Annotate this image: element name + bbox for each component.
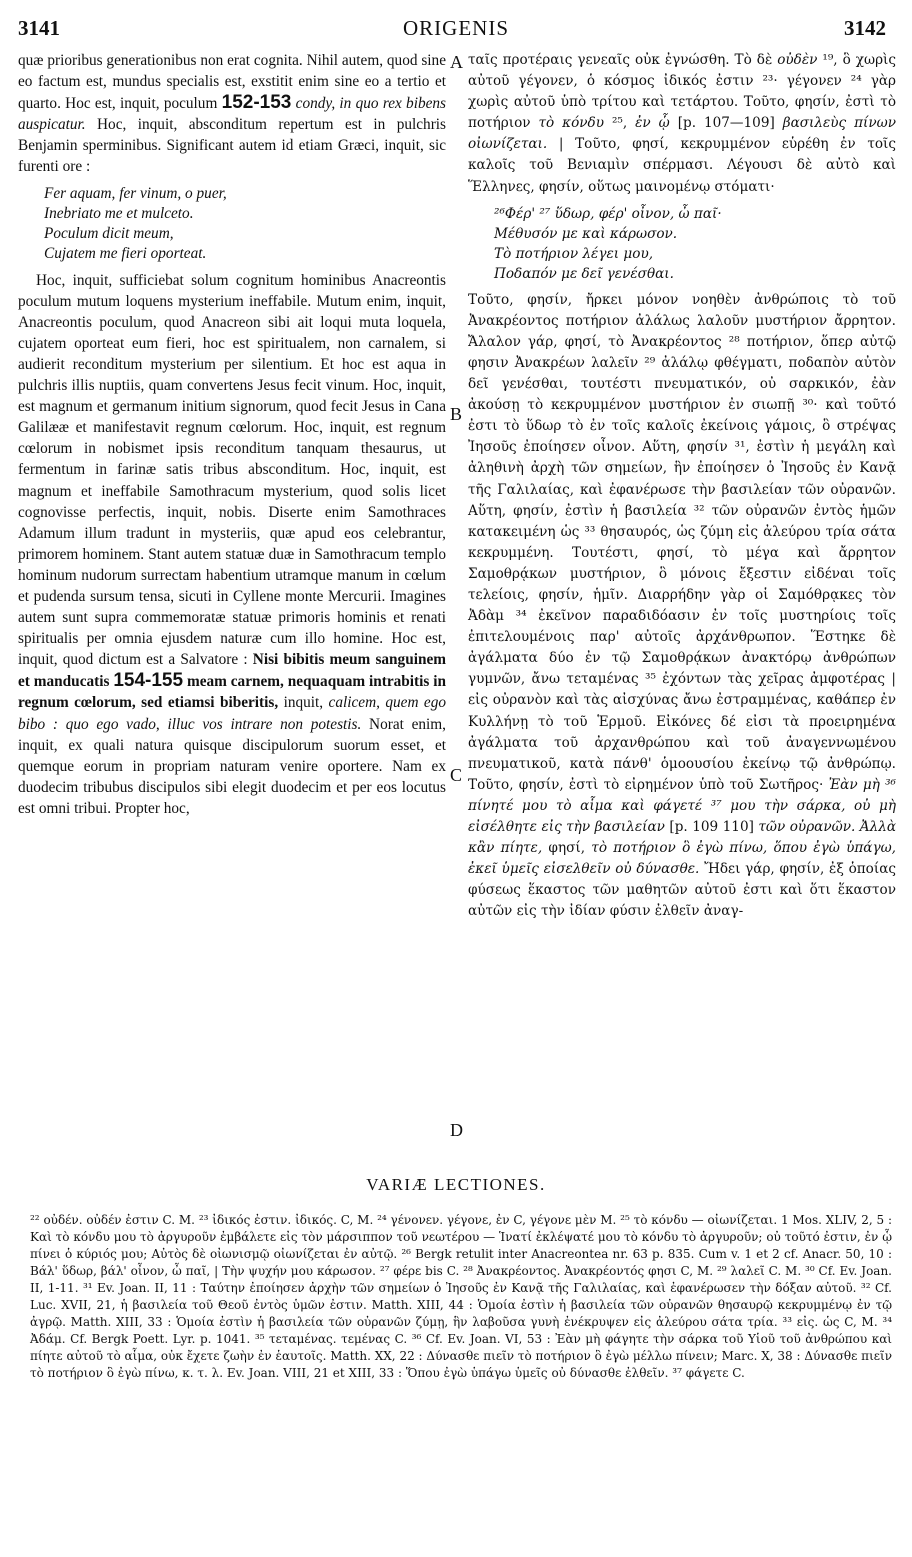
verse-line: Cujatem me fieri oporteat. — [44, 244, 207, 262]
verse-line: ²⁶Φέρ' ²⁷ ὕδωρ, φέρ' οἶνον, ὦ παῖ· — [494, 205, 722, 222]
running-title: ORIGENIS — [403, 16, 509, 40]
latin-verse — [44, 184, 446, 264]
greek-text: Ἤδει γάρ, φησίν, ἐξ ὁποίας φύσεως ἕκαστος τῶν μαθητῶν αὐτοῦ ἐστι καὶ ὅτι ἕκαστον αὐτῶν εἰς τὴν ἰδίαν φύσιν ἐλθεῖν ἀναγ- — [468, 861, 896, 920]
margin-marker-a: A — [450, 52, 463, 72]
column-number-154-155: 154-155 — [113, 670, 184, 692]
greek-text: ¹⁹, ὃ χωρὶς αὐτοῦ γέγονεν, ὁ κόσμος ἰδικός ἐστιν ²³· γέγονεν ²⁴ γὰρ χωρὶς αὐτοῦ ὑπὸ τρίτου καὶ τετάρτου. Τοῦτο, φησίν, ἐστὶ τὸ ποτήριον — [468, 52, 897, 132]
latin-column — [18, 50, 446, 819]
variae-lectiones-heading: VARIÆ LECTIONES. — [366, 1175, 546, 1194]
latin-text: Hoc, inquit, sufficiebat solum cognitum hominibus Anacreontis poculum mutum loquens mysterium ineffabile. Mutum enim, inquit, Anacreontis poculum, quod Anacreon sibi ait loqui muta loquela, cujatem oporteat eum fieri, hoc est spiritualem, non carnalem, si audierit reconditum mysterium per silentium. Et hoc est aqua in pulchris illis nuptiis, quam convertens Jesus fecit vinum. Hoc, inquit, est magnum et germanum initium signorum, quod fecit Jesus in Cana Galilææ et manifestavit regnum cœlorum. Hoc, inquit, est regnum cœlorum in nobismet ipsis reconditum tanquam thesaurus, ut fermentum in farinæ satis tribus absconditum. Hoc, inquit, est magnum et ineffabile Samothracum mysterium, quod solis licet cognovisse perfectis, inquit, nobis. Diserte enim Samothraces Adamum illum tradunt in mysteriis, quæ apud eos celebrantur, primorem hominem. Stant autem statuæ duæ in Samothracum templo hominum nudorum surrectam habentium utramque manum in cœlum et pudenda sursum tensa, sicuti in Cyllene monte Mercurii. Imagines autem sunt supra commemoratæ statuæ primoris hominis et renati spiritualis per omnia ejusdem naturæ cum illo homine. Hoc est, inquit, quod dictum est a Salvatore : — [18, 271, 446, 669]
left-page-number: 3141 — [18, 16, 60, 40]
verse-line: Τὸ ποτήριον λέγει μου, — [494, 245, 654, 262]
verse-line: Inebriato me et mulceto. — [44, 204, 194, 222]
greek-text: [p. 107—109] — [669, 115, 783, 132]
verse-line: Μέθυσόν με καὶ κάρωσον. — [494, 225, 678, 242]
greek-quote: ἐν ᾧ — [635, 115, 670, 132]
greek-text: | Τοῦτο, φησί, κεκρυμμένον εὑρέθη ἐν τοῖς καλοῖς τοῦ Βενιαμὶν σπέρμασι. Λέγουσι δὲ αὐτὸ καὶ Ἕλληνες, φησίν, οὕτως μαινομένῳ στόματι· — [468, 136, 896, 195]
verse-line: Ποδαπόν με δεῖ γενέσθαι. — [494, 265, 674, 282]
latin-paragraph-2 — [18, 270, 446, 819]
verse-line: Poculum dicit meum, — [44, 224, 174, 242]
greek-quote: Ἐὰν μὴ ³⁶ πίνητέ μου τὸ αἷμα καὶ φάγετέ ³⁷ μου τὴν σάρκα, οὐ μὴ εἰσέλθητε εἰς τὴν βασιλείαν — [468, 776, 897, 835]
greek-verse — [494, 204, 896, 284]
latin-text: Norat enim, inquit, ex quali natura quisque discipulorum suorum esset, et quemque eorum in propriam naturam venire oportere. Nam ex duodecim tribubus discipulos sibi elegit duodecim et per eos locutus est omni tribui. Propter hoc, — [18, 715, 446, 817]
greek-text: Τοῦτο, φησίν, ἤρκει μόνον νοηθὲν ἀνθρώποις τὸ τοῦ Ἀνακρέοντος ποτήριον ἀλάλως λαλοῦν μυστήριον ἄρρητον. Ἄλαλον γάρ, φησί, τὸ Ἀνακρέοντος ²⁸ ποτήριον, ὅπερ αὐτῷ φησιν Ἀνακρέων λαλεῖν ²⁹ ἀλάλῳ φθέγματι, ποδαπὸν αὐτὸν δεῖ γενέσθαι, τουτέστι πνευματικόν, οὐ σαρκικόν, ἐὰν ἀκούσῃ τὸ κεκρυμμένον μυστήριον ἐν σιωπῇ ³⁰· καὶ τοῦτό ἐστι τὸ ὕδωρ τὸ ἐν τοῖς καλοῖς ἐκείνοις γάμοις, ὃ στρέψας Ἰησοῦς ἐποίησεν οἶνον. Αὕτη, φησίν ³¹, ἐστὶν ἡ μεγάλη καὶ ἀληθινὴ ἀρχὴ τῶν σημείων, ἣν ἐποίησεν ὁ Ἰησοῦς ἐν Κανᾷ τῆς Γαλιλαίας, καὶ ἐφανέρωσε τὴν βασιλείαν τῶν οὐρανῶν. Αὕτη, φησίν, ἐστὶν ἡ βασιλεία ³² τῶν οὐρανῶν ἐντὸς ἡμῶν κατακειμένη ὡς ³³ θησαυρός, ὡς ζύμη εἰς ἀλεύρου τρία σάτα κεκρυμμένη. Τουτέστι, φησί, τὸ μέγα καὶ ἄρρητον Σαμοθρᾴκων μυστήριον, ὃ μόνοις ἔξεστιν εἰδέναι τοῖς τελείοις, φησίν, ἡμῖν. Διαρρήδην γὰρ οἱ Σαμόθρᾳκες τὸν Ἀδὰμ ³⁴ ἐκεῖνον παραδιδόασιν ἐν τοῖς μυστηρίοις τοῖς ἐπιτελουμένοις παρ' αὐτοῖς ἀρχάνθρωπον. Ἕστηκε δὲ ἀγάλματα δύο ἐν τῷ Σαμοθρᾴκων ἀνακτόρῳ ἀνθρώπων γυμνῶν, ἄνω τεταμένας ³⁵ ἐχόντων τὰς χεῖρας ἀμφοτέρας | εἰς οὐρανὸν καὶ τὰς αἰσχύνας ἄνω ἐστραμμένας, καθάπερ ἐν Κυλλήνῃ τὸ τοῦ Ἑρμοῦ. Εἰκόνες δέ εἰσι τὰ προειρημένα ἀγάλματα τοῦ ἀρχανθρώπου καὶ τοῦ ἀναγεννωμένου πνευματικοῦ, κατὰ πάνθ' ὁμοουσίου ἐκείνῳ τῷ ἀνθρώπῳ. Τοῦτο, φησίν, ἐστὶ τὸ εἰρημένον ὑπὸ τοῦ Σωτῆρος· — [468, 291, 896, 793]
greek-paragraph-2 — [468, 290, 896, 923]
greek-quote: τὸ ποτήριον ὃ ἐγὼ πίνω, ὅπου ἐγὼ ὑπάγω, ἐκεῖ ὑμεῖς εἰσελθεῖν οὐ δύνασθε. — [468, 840, 896, 878]
page-header — [0, 12, 912, 46]
greek-paragraph-1 — [468, 50, 896, 198]
greek-text: [p. 109 110] — [664, 819, 759, 835]
greek-quote: τὸ κόνδυ — [538, 115, 604, 132]
greek-quote: οὐδὲν — [777, 52, 818, 68]
latin-text: Hoc, inquit, absconditum repertum est in pulchris Benjamin sperminibus. Significant autem id etiam Græci, inquit, sic furenti ore : — [18, 116, 446, 176]
greek-text: φησί, — [542, 840, 592, 857]
latin-quote: calicem, quem ego bibo : quo ego vado, illuc vos intrare non potestis. — [18, 694, 446, 733]
latin-quote: Nisi bibitis meum sanguinem et manducatis — [18, 651, 446, 691]
greek-text: ²⁵, — [604, 115, 636, 132]
notes-text: ²² οὐδέν. οὐδέν ἐστιν C. M. ²³ ἰδικός ἐστιν. ἰδικός. C, M. ²⁴ γένονεν. γέγονε, ἐν C, γέγονε μὲν M. ²⁵ τὸ κόνδυ — οἰωνίζεται. 1 Mos. XLIV, 2, 5 : Καὶ τὸ κόνδυ μου τὸ ἀργυροῦν ἐμβάλετε εἰς τὸν μάρσιππον τοῦ νεωτέρου — Ἱνατί ἐκλέψατέ μου τὸ κόνδυ τὸ ἀργυροῦν; οὐ τοῦτό ἐστιν, ἐν ᾧ πίνει ὁ κύριός μου; Αὐτὸς δὲ οἰωνισμῷ οἰωνίζεται ἐν αὐτῷ. ²⁶ Bergk retulit inter Anacreontea nr. 63 p. 835. Cum v. 1 et 2 cf. Anacr. 50, 10 : Βάλ' ὕδωρ, βάλ' οἶνον, ὦ παῖ, | Τὴν ψυχήν μου κάρωσον. ²⁷ φέρε bis C. ²⁸ Ἀνακρέοντος. Ἀνακρέοντός φησι C, M. ²⁹ λαλεῖ C. M. ³⁰ Cf. Ev. Joan. II, 1-11. ³¹ Ev. Joan. II, 11 : Ταύτην ἐποίησεν ἀρχὴν τῶν σημείων ὁ Ἰησοῦς ἐν Κανᾷ τῆς Γαλιλαίας, καὶ ἐφανέρωσεν τὴν δόξαν αὐτοῦ. ³² Cf. Luc. XVII, 21, ἡ βασιλεία τοῦ Θεοῦ ἐντὸς ὑμῶν ἐστιν. Matth. XIII, 44 : Ὁμοία ἐστὶν ἡ βασιλεία τῶν οὐρανῶν θησαυρῷ κεκρυμμένῳ ἐν τῷ ἀγρῷ. Matth. XIII, 33 : Ὁμοία ἐστὶν ἡ βασιλεία τῶν οὐρανῶν ζύμῃ, ἣν λαβοῦσα γυνὴ ἐνέκρυψεν εἰς ἀλεύρου σάτα τρία. ³³ εἰς. ὡς C, M. ³⁴ Ἀδάμ. Cf. Bergk Poett. Lyr. p. 1041. ³⁵ τεταμένας. τεμένας C. ³⁶ Cf. Ev. Joan. VI, 53 : Ἐὰν μὴ φάγητε τὴν σάρκα τοῦ Υἱοῦ τοῦ ἀνθρώπου καὶ πίητε αὐτοῦ τὸ αἷμα, οὐκ ἔχετε ζωὴν ἐν ἑαυτοῖς. Matth. XX, 22 : Δύνασθε πιεῖν τὸ ποτήριον ὃ ἐγὼ μέλλω πίνειν; Marc. X, 38 : Δύνασθε πιεῖν τὸ ποτήριον ὃ ἐγὼ πίνω, κ. τ. λ. Ev. Joan. VIII, 21 et XIII, 33 : Ὅπου ἐγὼ ὑπάγω ὑμεῖς οὐ δύνασθε ἐλθεῖν. ³⁷ φάγετε C. — [30, 1213, 893, 1380]
greek-text: ταῖς προτέραις γενεαῖς οὐκ ἐγνώσθη. Τὸ δὲ — [468, 52, 778, 68]
greek-quote: τῶν οὐρανῶν. Ἀλλὰ κἂν πίητε, — [468, 819, 897, 857]
column-number-152-153: 152-153 — [221, 92, 292, 114]
greek-column — [468, 50, 896, 922]
latin-quote: meam carnem, nequaquam intrabitis in regnum cœlorum, sed etiamsi biberitis, — [18, 673, 446, 712]
variae-lectiones-notes — [30, 1212, 892, 1382]
margin-marker-c: C — [450, 765, 463, 785]
latin-quote: condy, in quo rex bibens auspicatur. — [18, 95, 446, 134]
latin-text: inquit, — [278, 694, 329, 712]
margin-marker-d: D — [450, 1120, 463, 1140]
latin-paragraph-1 — [18, 50, 446, 178]
greek-quote: βασιλεὺς πίνων οἰωνίζεται. — [468, 115, 897, 153]
verse-line: Fer aquam, fer vinum, o puer, — [44, 184, 227, 202]
right-page-number: 3142 — [844, 16, 886, 40]
margin-marker-b: B — [450, 404, 463, 424]
latin-text: quæ prioribus generationibus non erat cognita. Nihil autem, quod sine eo factum est, mundus specialis est, exstitit enim sine eo a tertio et quarto. Hoc est, inquit, poculum — [18, 52, 446, 113]
